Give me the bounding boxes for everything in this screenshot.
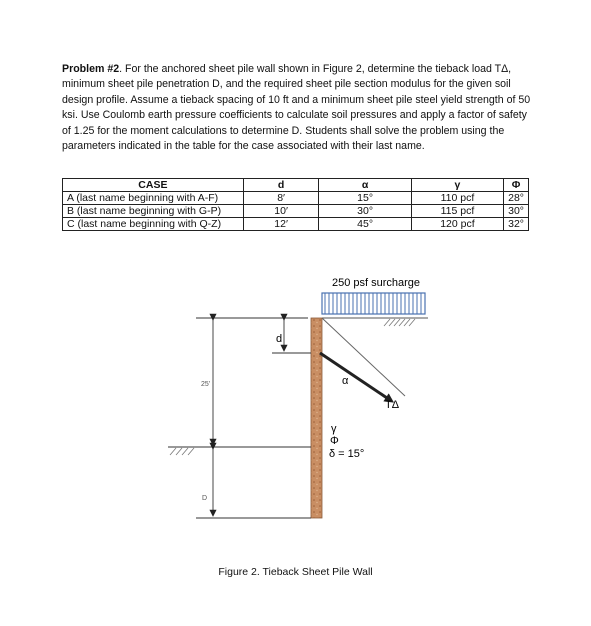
phi-cell: 28° bbox=[504, 192, 529, 205]
ground-hatch-right bbox=[384, 319, 415, 326]
problem-text: . For the anchored sheet pile wall shown in Figure 2, determine the tieback load TΔ, minimum sheet pile penetration D, and the required sheet pile section modulus for the given soil design profile. Assume a tieback spacing of 10 ft and a minimum sheet pile steel yield strength of 50 ksi. Use Coulomb earth pressure coefficients to calculate soil pressures and apply a factor of safety of 1.25 for the moment calculations to determine D. Students shall solve the problem using the parameters indicated in the table for the case associated with their last name. bbox=[62, 63, 531, 153]
gamma-cell: 120 pcf bbox=[411, 218, 503, 231]
surcharge-label: 250 psf surcharge bbox=[331, 277, 421, 289]
surcharge-block bbox=[322, 293, 425, 314]
alpha-cell: 45° bbox=[319, 218, 411, 231]
gamma-cell: 115 pcf bbox=[411, 205, 503, 218]
case-cell: B (last name beginning with G-P) bbox=[63, 205, 244, 218]
figure-caption: Figure 2. Tieback Sheet Pile Wall bbox=[218, 566, 373, 578]
d-label: d bbox=[276, 333, 283, 345]
ground-hatch-left bbox=[170, 448, 194, 455]
phi-cell: 32° bbox=[504, 218, 529, 231]
alpha-cell: 15° bbox=[319, 192, 411, 205]
slope-line bbox=[322, 318, 405, 396]
alpha-cell: 30° bbox=[319, 205, 411, 218]
penetration-label: D bbox=[202, 495, 208, 502]
phi-label: Φ bbox=[330, 435, 339, 447]
gamma-cell: 110 pcf bbox=[411, 192, 503, 205]
height-label: 25' bbox=[201, 381, 211, 388]
tieback-arrow bbox=[320, 353, 393, 402]
sheet-pile-wall bbox=[311, 318, 322, 518]
gamma-label: γ bbox=[331, 423, 337, 435]
phi-cell: 30° bbox=[504, 205, 529, 218]
delta-label: δ = 15° bbox=[329, 448, 365, 460]
case-cell: C (last name beginning with Q-Z) bbox=[63, 218, 244, 231]
d-cell: 8′ bbox=[243, 192, 319, 205]
d-cell: 10′ bbox=[243, 205, 319, 218]
problem-title: Problem #2 bbox=[62, 63, 120, 75]
d-cell: 12′ bbox=[243, 218, 319, 231]
header-phi: Φ bbox=[504, 179, 529, 192]
header-case: CASE bbox=[63, 179, 244, 192]
tieback-label: TΔ bbox=[385, 399, 400, 411]
alpha-label: α bbox=[342, 375, 349, 387]
case-cell: A (last name beginning with A-F) bbox=[63, 192, 244, 205]
header-alpha: α bbox=[319, 179, 411, 192]
header-d: d bbox=[243, 179, 319, 192]
header-gamma: γ bbox=[411, 179, 503, 192]
